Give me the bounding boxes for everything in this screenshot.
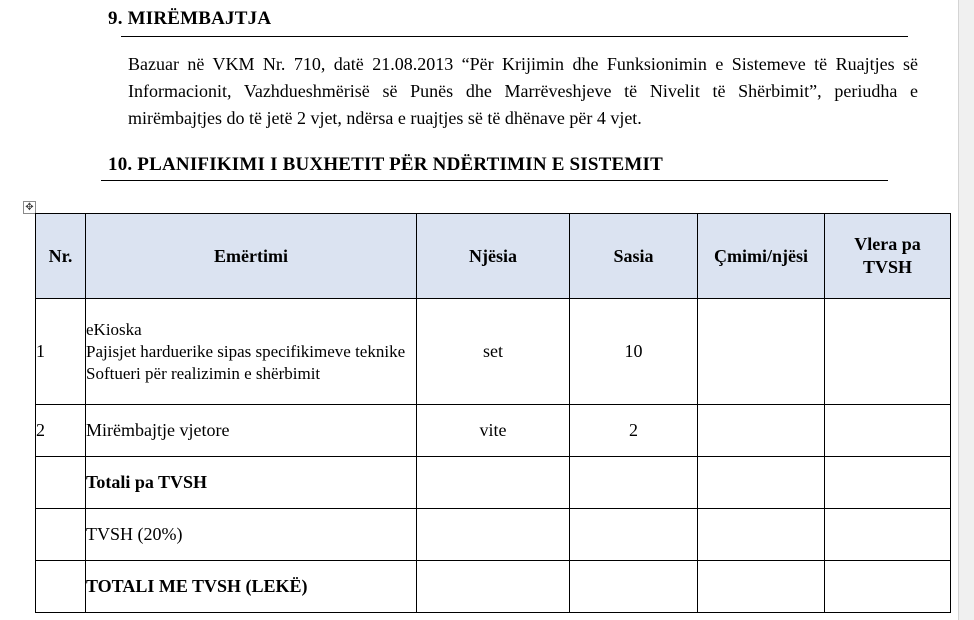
cell-empty[interactable] — [825, 457, 951, 509]
cell-empty[interactable] — [698, 509, 825, 561]
cell-nr[interactable]: 2 — [36, 405, 86, 457]
header-njesia: Njësia — [417, 214, 570, 299]
header-sasia: Sasia — [570, 214, 698, 299]
cell-empty[interactable] — [570, 561, 698, 613]
cell-empty[interactable] — [698, 561, 825, 613]
header-vlera-line2: TVSH — [862, 257, 913, 277]
totals-row-pa-tvsh — [36, 457, 951, 509]
totals-row-tvsh — [36, 509, 951, 561]
section-9-heading: 9. MIRËMBAJTJA — [108, 8, 272, 29]
item-line: Softueri për realizimin e shërbimit — [86, 363, 321, 383]
totali-me-tvsh-label[interactable]: TOTALI ME TVSH (LEKË) — [86, 561, 417, 613]
cell-empty[interactable] — [570, 457, 698, 509]
totali-pa-tvsh-label[interactable]: Totali pa TVSH — [86, 457, 417, 509]
totals-row-me-tvsh — [36, 561, 951, 613]
header-nr: Nr. — [36, 214, 86, 299]
cell-njesia[interactable]: vite — [417, 405, 570, 457]
table-move-handle-icon[interactable]: ✥ — [23, 201, 36, 214]
section-9-paragraph: Bazuar në VKM Nr. 710, datë 21.08.2013 “Për Krijimin dhe Funksionimin e Sistemeve të Ruajtjes së Informacionit, Vazhdueshmërisë së Punës dhe Marrëveshjeve të Nivelit të Shërbimit”, periudha e mirëmbajtjes do të jetë 2 vjet, ndërsa e ruajtjes së të dhënave për 4 vjet. — [128, 54, 918, 128]
cell-empty[interactable] — [570, 509, 698, 561]
budget-table — [35, 213, 951, 613]
cell-cmimi[interactable] — [698, 299, 825, 405]
cell-sasia[interactable]: 10 — [570, 299, 698, 405]
header-vlera-line1: Vlera pa — [854, 234, 921, 254]
cell-nr[interactable]: 1 — [36, 299, 86, 405]
cell-emertimi[interactable]: Mirëmbajtje vjetore — [86, 405, 417, 457]
section-10-underline — [101, 180, 888, 181]
cell-empty[interactable] — [417, 457, 570, 509]
table-header-row — [36, 214, 951, 299]
header-emertimi: Emërtimi — [86, 214, 417, 299]
header-cmimi: Çmimi/njësi — [698, 214, 825, 299]
table-row — [36, 299, 951, 405]
cell-emertimi[interactable] — [86, 299, 417, 405]
cell-cmimi[interactable] — [698, 405, 825, 457]
tvsh-label[interactable]: TVSH (20%) — [86, 509, 417, 561]
cell-vlera[interactable] — [825, 299, 951, 405]
table-row — [36, 405, 951, 457]
item-line: eKioska — [86, 319, 142, 339]
cell-vlera[interactable] — [825, 405, 951, 457]
cell-empty[interactable] — [417, 509, 570, 561]
section-10-heading: 10. PLANIFIKIMI I BUXHETIT PËR NDËRTIMIN E SISTEMIT — [108, 154, 664, 175]
cell-njesia[interactable]: set — [417, 299, 570, 405]
cell-empty[interactable] — [825, 509, 951, 561]
cell-empty[interactable] — [825, 561, 951, 613]
cell-empty[interactable] — [417, 561, 570, 613]
page-edge-scroll-area — [958, 0, 974, 620]
item-line: Pajisjet harduerike sipas specifikimeve teknike — [86, 341, 406, 361]
header-vlera — [825, 214, 951, 299]
section-9-underline — [121, 36, 908, 37]
cell-empty[interactable] — [698, 457, 825, 509]
cell-nr-empty[interactable] — [36, 509, 86, 561]
cell-sasia[interactable]: 2 — [570, 405, 698, 457]
cell-nr-empty[interactable] — [36, 561, 86, 613]
cell-nr-empty[interactable] — [36, 457, 86, 509]
